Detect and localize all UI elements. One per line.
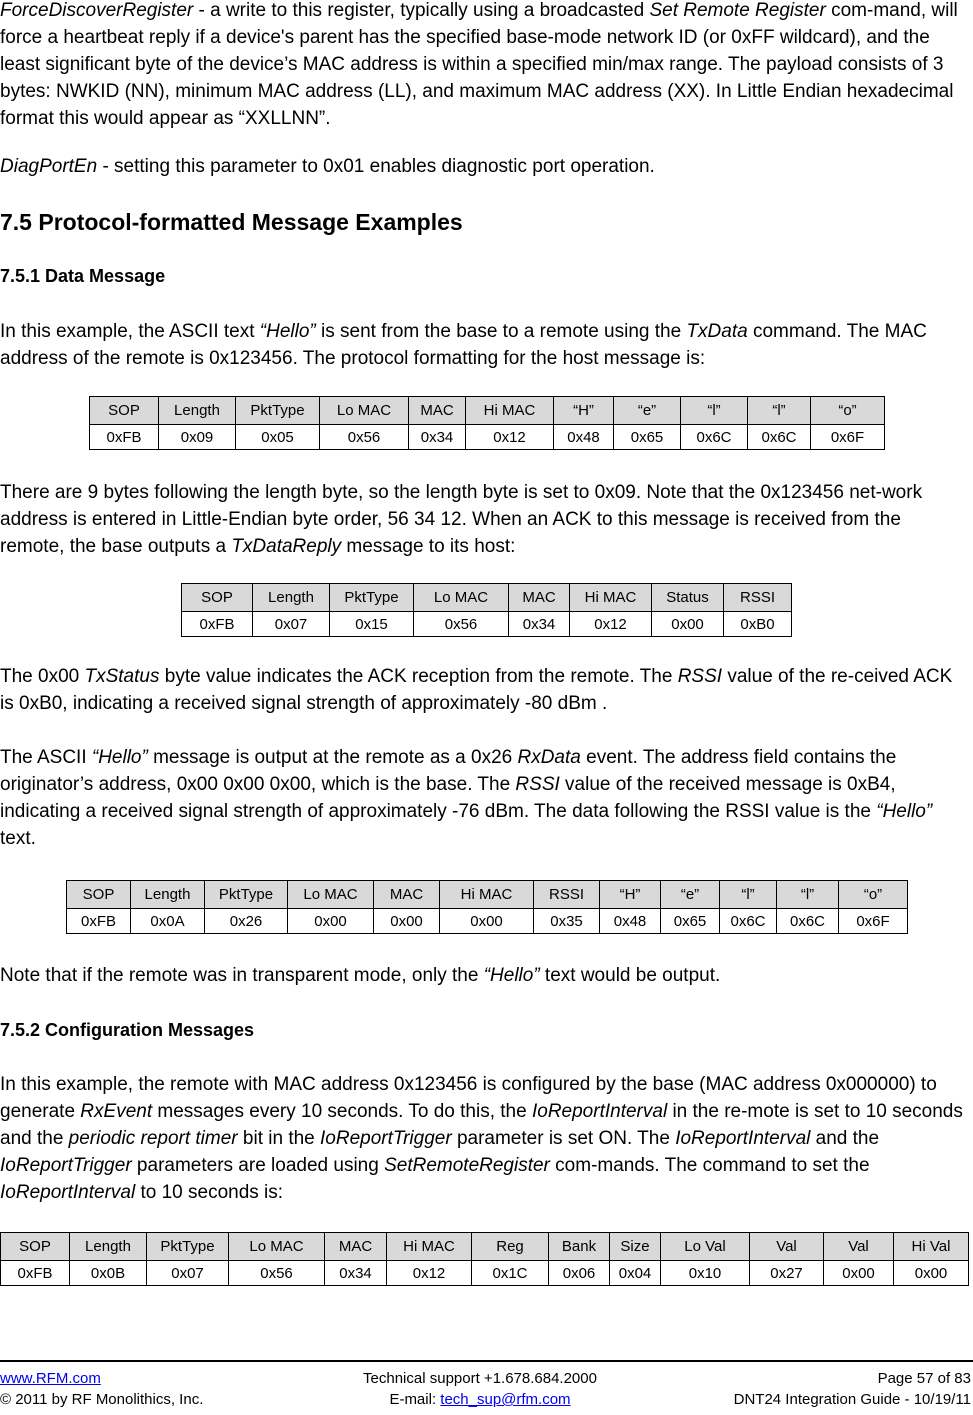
table-cell: 0x34 <box>509 612 570 637</box>
table-cell: 0x12 <box>387 1261 472 1286</box>
table-cell: 0x6F <box>839 909 908 934</box>
subsection-title-configuration-messages: 7.5.2 Configuration Messages <box>0 1020 255 1040</box>
table-cell: 0x6C <box>681 425 748 450</box>
table-header-cell: MAC <box>409 397 466 425</box>
table-header-cell: “H” <box>554 397 614 425</box>
table-cell: 0x00 <box>374 909 440 934</box>
table-cell: 0x00 <box>288 909 374 934</box>
table-row <box>67 909 908 934</box>
table-header-cell: MAC <box>509 584 570 612</box>
table-cell: 0x26 <box>205 909 288 934</box>
table-cell: 0x6C <box>748 425 811 450</box>
table-cell: 0x1C <box>472 1261 549 1286</box>
table-cell: 0x6C <box>777 909 839 934</box>
table-header-cell: “l” <box>777 881 839 909</box>
set-ioreportinterval-table <box>0 1232 969 1286</box>
table-cell: 0x35 <box>534 909 600 934</box>
table-cell: 0x34 <box>409 425 466 450</box>
rxdata-event-table <box>66 880 908 934</box>
table-cell: 0x07 <box>147 1261 229 1286</box>
table-header-cell: “o” <box>839 881 908 909</box>
table-header-cell: “l” <box>748 397 811 425</box>
table-header-cell: “o” <box>811 397 885 425</box>
table-cell: 0x00 <box>652 612 724 637</box>
table-header-cell: Hi MAC <box>387 1233 472 1261</box>
subsection-title-data-message: 7.5.1 Data Message <box>0 266 166 286</box>
footer-copyright: © 2011 by RF Monolithics, Inc. <box>0 1391 204 1408</box>
table-header-row <box>67 881 908 909</box>
table-cell: 0xFB <box>1 1261 70 1286</box>
txstatus-paragraph: The 0x00 TxStatus byte value indicates the ACK reception from the remote. The RSSI value of the re-ceived ACK is 0xB0, indicating a received signal strength of approximately -80 dBm . <box>0 666 953 714</box>
table-header-cell: “e” <box>614 397 681 425</box>
table-header-cell: Lo MAC <box>414 584 509 612</box>
table-cell: 0x06 <box>549 1261 610 1286</box>
table-cell: 0x6F <box>811 425 885 450</box>
table-header-cell: SOP <box>182 584 253 612</box>
table-cell: 0x09 <box>159 425 236 450</box>
table-cell: 0x27 <box>750 1261 824 1286</box>
table-row <box>182 612 792 637</box>
table-cell: 0x34 <box>325 1261 387 1286</box>
table-header-cell: PktType <box>236 397 320 425</box>
table-cell: 0x56 <box>320 425 409 450</box>
table-header-cell: Hi MAC <box>466 397 554 425</box>
table-header-cell: Reg <box>472 1233 549 1261</box>
rxdata-paragraph: The ASCII “Hello” message is output at the remote as a 0x26 RxData event. The address field contains the originator’s address, 0x00 0x00 0x00, which is the base. The RSSI value of the received message is 0xB4, indicating a received signal strength of approximately -76 dBm. The data following the RSSI value is the “Hello” text. <box>0 747 933 849</box>
table-header-cell: Length <box>131 881 205 909</box>
table-header-cell: PktType <box>330 584 414 612</box>
table-cell: 0x04 <box>610 1261 661 1286</box>
table-header-cell: Lo MAC <box>320 397 409 425</box>
footer-support: Technical support +1.678.684.2000 <box>363 1370 597 1387</box>
configuration-paragraph: In this example, the remote with MAC address 0x123456 is configured by the base (MAC address 0x000000) to generate RxEvent messages every 10 seconds. To do this, the IoReportInterval in the re-mote is set to 10 seconds and the periodic report timer bit in the IoReportTrigger parameter is set ON. The IoReportInterval and the IoReportTrigger parameters are loaded using SetRemoteRegister com-mands. The command to set the IoReportInterval to 10 seconds is: <box>0 1074 963 1203</box>
table-header-cell: SOP <box>1 1233 70 1261</box>
table-cell: 0x48 <box>554 425 614 450</box>
host-message-table <box>89 396 885 450</box>
table-header-row <box>182 584 792 612</box>
table-header-cell: Size <box>610 1233 661 1261</box>
table-header-cell: Status <box>652 584 724 612</box>
table-cell: 0xFB <box>90 425 159 450</box>
table-header-cell: “l” <box>681 397 748 425</box>
table-cell: 0x00 <box>824 1261 894 1286</box>
term-forcediscoverregister: ForceDiscoverRegister <box>0 0 194 21</box>
table-header-row <box>1 1233 969 1261</box>
table-cell: 0x07 <box>253 612 330 637</box>
footer-email: E-mail: tech_sup@rfm.com <box>389 1391 571 1408</box>
table-header-cell: RSSI <box>534 881 600 909</box>
table-cell: 0x12 <box>570 612 652 637</box>
ack-explanation-paragraph: There are 9 bytes following the length byte, so the length byte is set to 0x09. Note that the 0x123456 net-work address is entered in Little-Endian byte order, 56 34 12. When an ACK to this message is received from the remote, the base outputs a TxDataReply message to its host: <box>0 482 923 557</box>
table-header-cell: MAC <box>325 1233 387 1261</box>
table-header-cell: Bank <box>549 1233 610 1261</box>
table-header-cell: Hi MAC <box>440 881 534 909</box>
table-cell: 0xFB <box>67 909 131 934</box>
table-header-cell: Length <box>70 1233 147 1261</box>
table-header-cell: Val <box>824 1233 894 1261</box>
footer-page-number: Page 57 of 83 <box>877 1370 971 1387</box>
term-diagporten: DiagPortEn <box>0 156 98 177</box>
table-header-cell: Lo Val <box>661 1233 750 1261</box>
table-cell: 0x6C <box>720 909 777 934</box>
table-cell: 0x15 <box>330 612 414 637</box>
table-cell: 0x10 <box>661 1261 750 1286</box>
table-header-cell: RSSI <box>724 584 792 612</box>
table-header-cell: MAC <box>374 881 440 909</box>
table-cell: 0x48 <box>600 909 661 934</box>
table-row <box>1 1261 969 1286</box>
table-header-cell: Lo MAC <box>288 881 374 909</box>
table-header-cell: Length <box>159 397 236 425</box>
table-cell: 0xB0 <box>724 612 792 637</box>
table-cell: 0x56 <box>414 612 509 637</box>
table-row <box>90 425 885 450</box>
table-cell: 0x0B <box>70 1261 147 1286</box>
table-header-cell: Lo MAC <box>229 1233 325 1261</box>
table-cell: 0x00 <box>440 909 534 934</box>
table-header-cell: PktType <box>147 1233 229 1261</box>
table-header-cell: Hi MAC <box>570 584 652 612</box>
table-header-cell: Length <box>253 584 330 612</box>
website-link[interactable]: www.RFM.com <box>0 1370 101 1387</box>
table-cell: 0x65 <box>661 909 720 934</box>
table-header-row <box>90 397 885 425</box>
table-header-cell: “l” <box>720 881 777 909</box>
table-header-cell: “e” <box>661 881 720 909</box>
table-header-cell: PktType <box>205 881 288 909</box>
table-cell: 0x00 <box>894 1261 969 1286</box>
footer-divider <box>0 1360 973 1362</box>
table-header-cell: SOP <box>67 881 131 909</box>
diagporten-paragraph: DiagPortEn - setting this parameter to 0x01 enables diagnostic port operation. <box>0 156 655 177</box>
table-cell: 0x05 <box>236 425 320 450</box>
table-header-cell: “H” <box>600 881 661 909</box>
table-header-cell: Val <box>750 1233 824 1261</box>
footer-website <box>0 1370 101 1388</box>
table-header-cell: Hi Val <box>894 1233 969 1261</box>
table-cell: 0x12 <box>466 425 554 450</box>
forcediscover-paragraph: ForceDiscoverRegister - a write to this register, typically using a broadcasted Set Remote Register com-mand, will force a heartbeat reply if a device's parent has the specified base-mode network ID (or 0xFF wildcard), and the least significant byte of the device’s MAC address is within a specified min/max range. The payload consists of 3 bytes: NWKID (NN), minimum MAC address (LL), and maximum MAC address (XX). In Little Endian hexadecimal format this would appear as “XXLLNN”. <box>0 0 958 129</box>
email-link[interactable]: tech_sup@rfm.com <box>440 1391 571 1408</box>
table-cell: 0x56 <box>229 1261 325 1286</box>
table-cell: 0x0A <box>131 909 205 934</box>
table-cell: 0xFB <box>182 612 253 637</box>
data-message-intro-paragraph: In this example, the ASCII text “Hello” is sent from the base to a remote using the TxData command. The MAC address of the remote is 0x123456. The protocol formatting for the host message is: <box>0 321 927 369</box>
transparent-mode-paragraph: Note that if the remote was in transparent mode, only the “Hello” text would be output. <box>0 965 721 986</box>
txdatareply-table <box>181 583 792 637</box>
table-cell: 0x65 <box>614 425 681 450</box>
table-header-cell: SOP <box>90 397 159 425</box>
section-title: 7.5 Protocol-formatted Message Examples <box>0 209 463 235</box>
footer-guide-title: DNT24 Integration Guide - 10/19/11 <box>733 1391 971 1408</box>
